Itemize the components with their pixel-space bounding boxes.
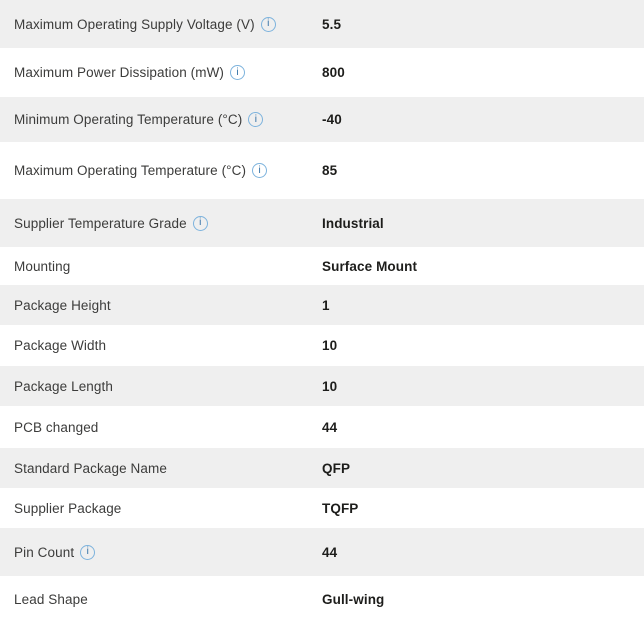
spec-label-cell — [0, 592, 322, 607]
info-icon[interactable]: i — [80, 545, 95, 560]
spec-label-cell — [0, 461, 322, 476]
spec-value: 10 — [322, 338, 338, 353]
spec-value: 44 — [322, 544, 338, 560]
spec-value: Industrial — [322, 215, 384, 231]
spec-label: Standard Package Name — [14, 460, 167, 476]
spec-label: Maximum Operating Temperature (°C) — [14, 163, 247, 178]
info-icon[interactable]: i — [261, 17, 276, 32]
spec-label: Pin Count — [14, 544, 75, 560]
spec-row — [0, 142, 644, 199]
spec-value: 1 — [322, 297, 330, 313]
spec-label: Lead Shape — [14, 591, 88, 607]
spec-label-cell — [0, 338, 322, 353]
spec-label-cell — [0, 420, 322, 435]
info-icon[interactable]: i — [248, 112, 263, 127]
spec-label-cell — [0, 216, 322, 231]
spec-label-cell — [0, 17, 322, 32]
spec-label-cell — [0, 112, 322, 127]
spec-label: Package Height — [14, 297, 111, 313]
spec-row — [0, 325, 644, 366]
spec-label: Package Width — [14, 338, 107, 353]
spec-row — [0, 448, 644, 488]
spec-value: 85 — [322, 163, 338, 178]
spec-row — [0, 199, 644, 247]
spec-label-cell — [0, 163, 322, 178]
spec-label-cell — [0, 501, 322, 516]
spec-label-cell — [0, 259, 322, 274]
spec-value: 5.5 — [322, 16, 342, 32]
spec-label: PCB changed — [14, 419, 99, 435]
spec-label-cell — [0, 65, 322, 80]
spec-label-cell — [0, 298, 322, 313]
spec-value: 10 — [322, 378, 338, 394]
spec-row — [0, 0, 644, 48]
spec-value: Gull-wing — [322, 591, 385, 607]
spec-label: Supplier Package — [14, 500, 122, 516]
spec-label: Maximum Operating Supply Voltage (V) — [14, 16, 255, 32]
spec-value: 800 — [322, 65, 345, 80]
spec-row — [0, 576, 644, 622]
spec-value: TQFP — [322, 500, 359, 516]
spec-label: Minimum Operating Temperature (°C) — [14, 112, 243, 127]
spec-value: 44 — [322, 419, 338, 435]
spec-label-cell — [0, 379, 322, 394]
spec-label-cell — [0, 545, 322, 560]
info-icon[interactable]: i — [193, 216, 208, 231]
spec-row — [0, 48, 644, 97]
spec-value: -40 — [322, 112, 342, 127]
spec-row — [0, 366, 644, 406]
info-icon[interactable]: i — [230, 65, 245, 80]
spec-row — [0, 285, 644, 325]
spec-row — [0, 97, 644, 142]
spec-label: Supplier Temperature Grade — [14, 215, 187, 231]
spec-row — [0, 247, 644, 285]
spec-value: Surface Mount — [322, 258, 418, 274]
spec-row — [0, 528, 644, 576]
spec-label: Package Length — [14, 378, 113, 394]
info-icon[interactable]: i — [252, 163, 267, 178]
spec-value: QFP — [322, 460, 351, 476]
spec-row — [0, 406, 644, 448]
spec-label: Mounting — [14, 258, 71, 274]
spec-label: Maximum Power Dissipation (mW) — [14, 65, 225, 80]
spec-row — [0, 488, 644, 528]
